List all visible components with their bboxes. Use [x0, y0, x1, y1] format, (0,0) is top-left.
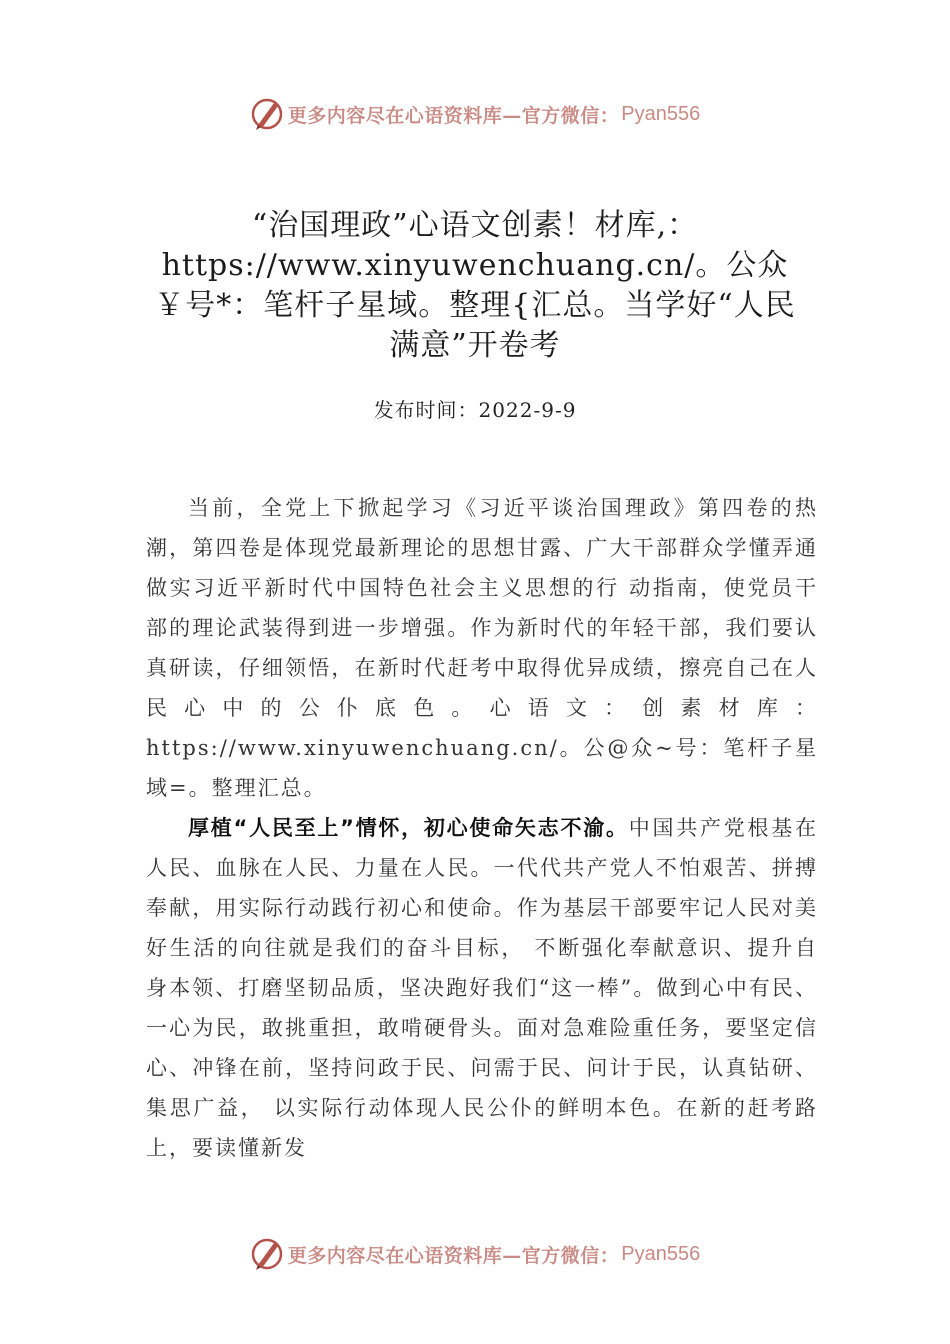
article-body	[146, 488, 818, 1168]
paragraph-lead: 厚植“人民至上”情怀，初心使命矢志不渝。	[188, 816, 629, 840]
footer-banner	[0, 1234, 950, 1274]
wechat-id: Pyan556	[621, 1242, 701, 1265]
header-banner	[0, 94, 950, 134]
pen-logo-icon	[250, 1237, 284, 1271]
banner-text: 更多内容尽在心语资料库—官方微信：	[287, 1244, 620, 1267]
banner-text: 更多内容尽在心语资料库—官方微信：	[287, 104, 620, 127]
pen-logo-icon	[250, 97, 284, 131]
publish-date: 发布时间：2022-9-9	[373, 398, 577, 422]
paragraph	[146, 808, 818, 1168]
article-title: “治国理政”心语文创素！材库,：https://www.xinyuwenchuang.cn/。公众￥号*：笔杆子星域。整理{汇总。当学好“人民满意”开卷考	[154, 208, 796, 363]
paragraph: 当前，全党上下掀起学习《习近平谈治国理政》第四卷的热潮，第四卷是体现党最新理论的思想甘露、广大干部群众学懂弄通做实习近平新时代中国特色社会主义思想的行 动指南，使党员干部的理论武装得到进一步增强。作为新时代的年轻干部，我们要认真研读，仔细领悟，在新时代赶考中取得优异成绩，擦亮自己在人民心中的公仆底色。心语文：创素材库：https://www.xinyuwenchuang.cn/。公@众~号：笔杆子星域=。整理汇总。	[146, 496, 818, 800]
paragraph-text: 中国共产党根基在人民、血脉在人民、力量在人民。一代代共产党人不怕艰苦、拼搏奉献，用实际行动践行初心和使命。作为基层干部要牢记人民对美好生活的向往就是我们的奋斗目标， 不断强化奉献意识、提升自身本领、打磨坚韧品质，坚决跑好我们“这一棒”。做到心中有民、一心为民，敢挑重担，敢啃硬骨头。面对急难险重任务，要坚定信心、冲锋在前，坚持问政于民、问需于民、问计于民，认真钻研、集思广益， 以实际行动体现人民公仆的鲜明本色。在新的赶考路上，要读懂新发	[146, 816, 819, 1160]
wechat-id: Pyan556	[621, 102, 701, 125]
